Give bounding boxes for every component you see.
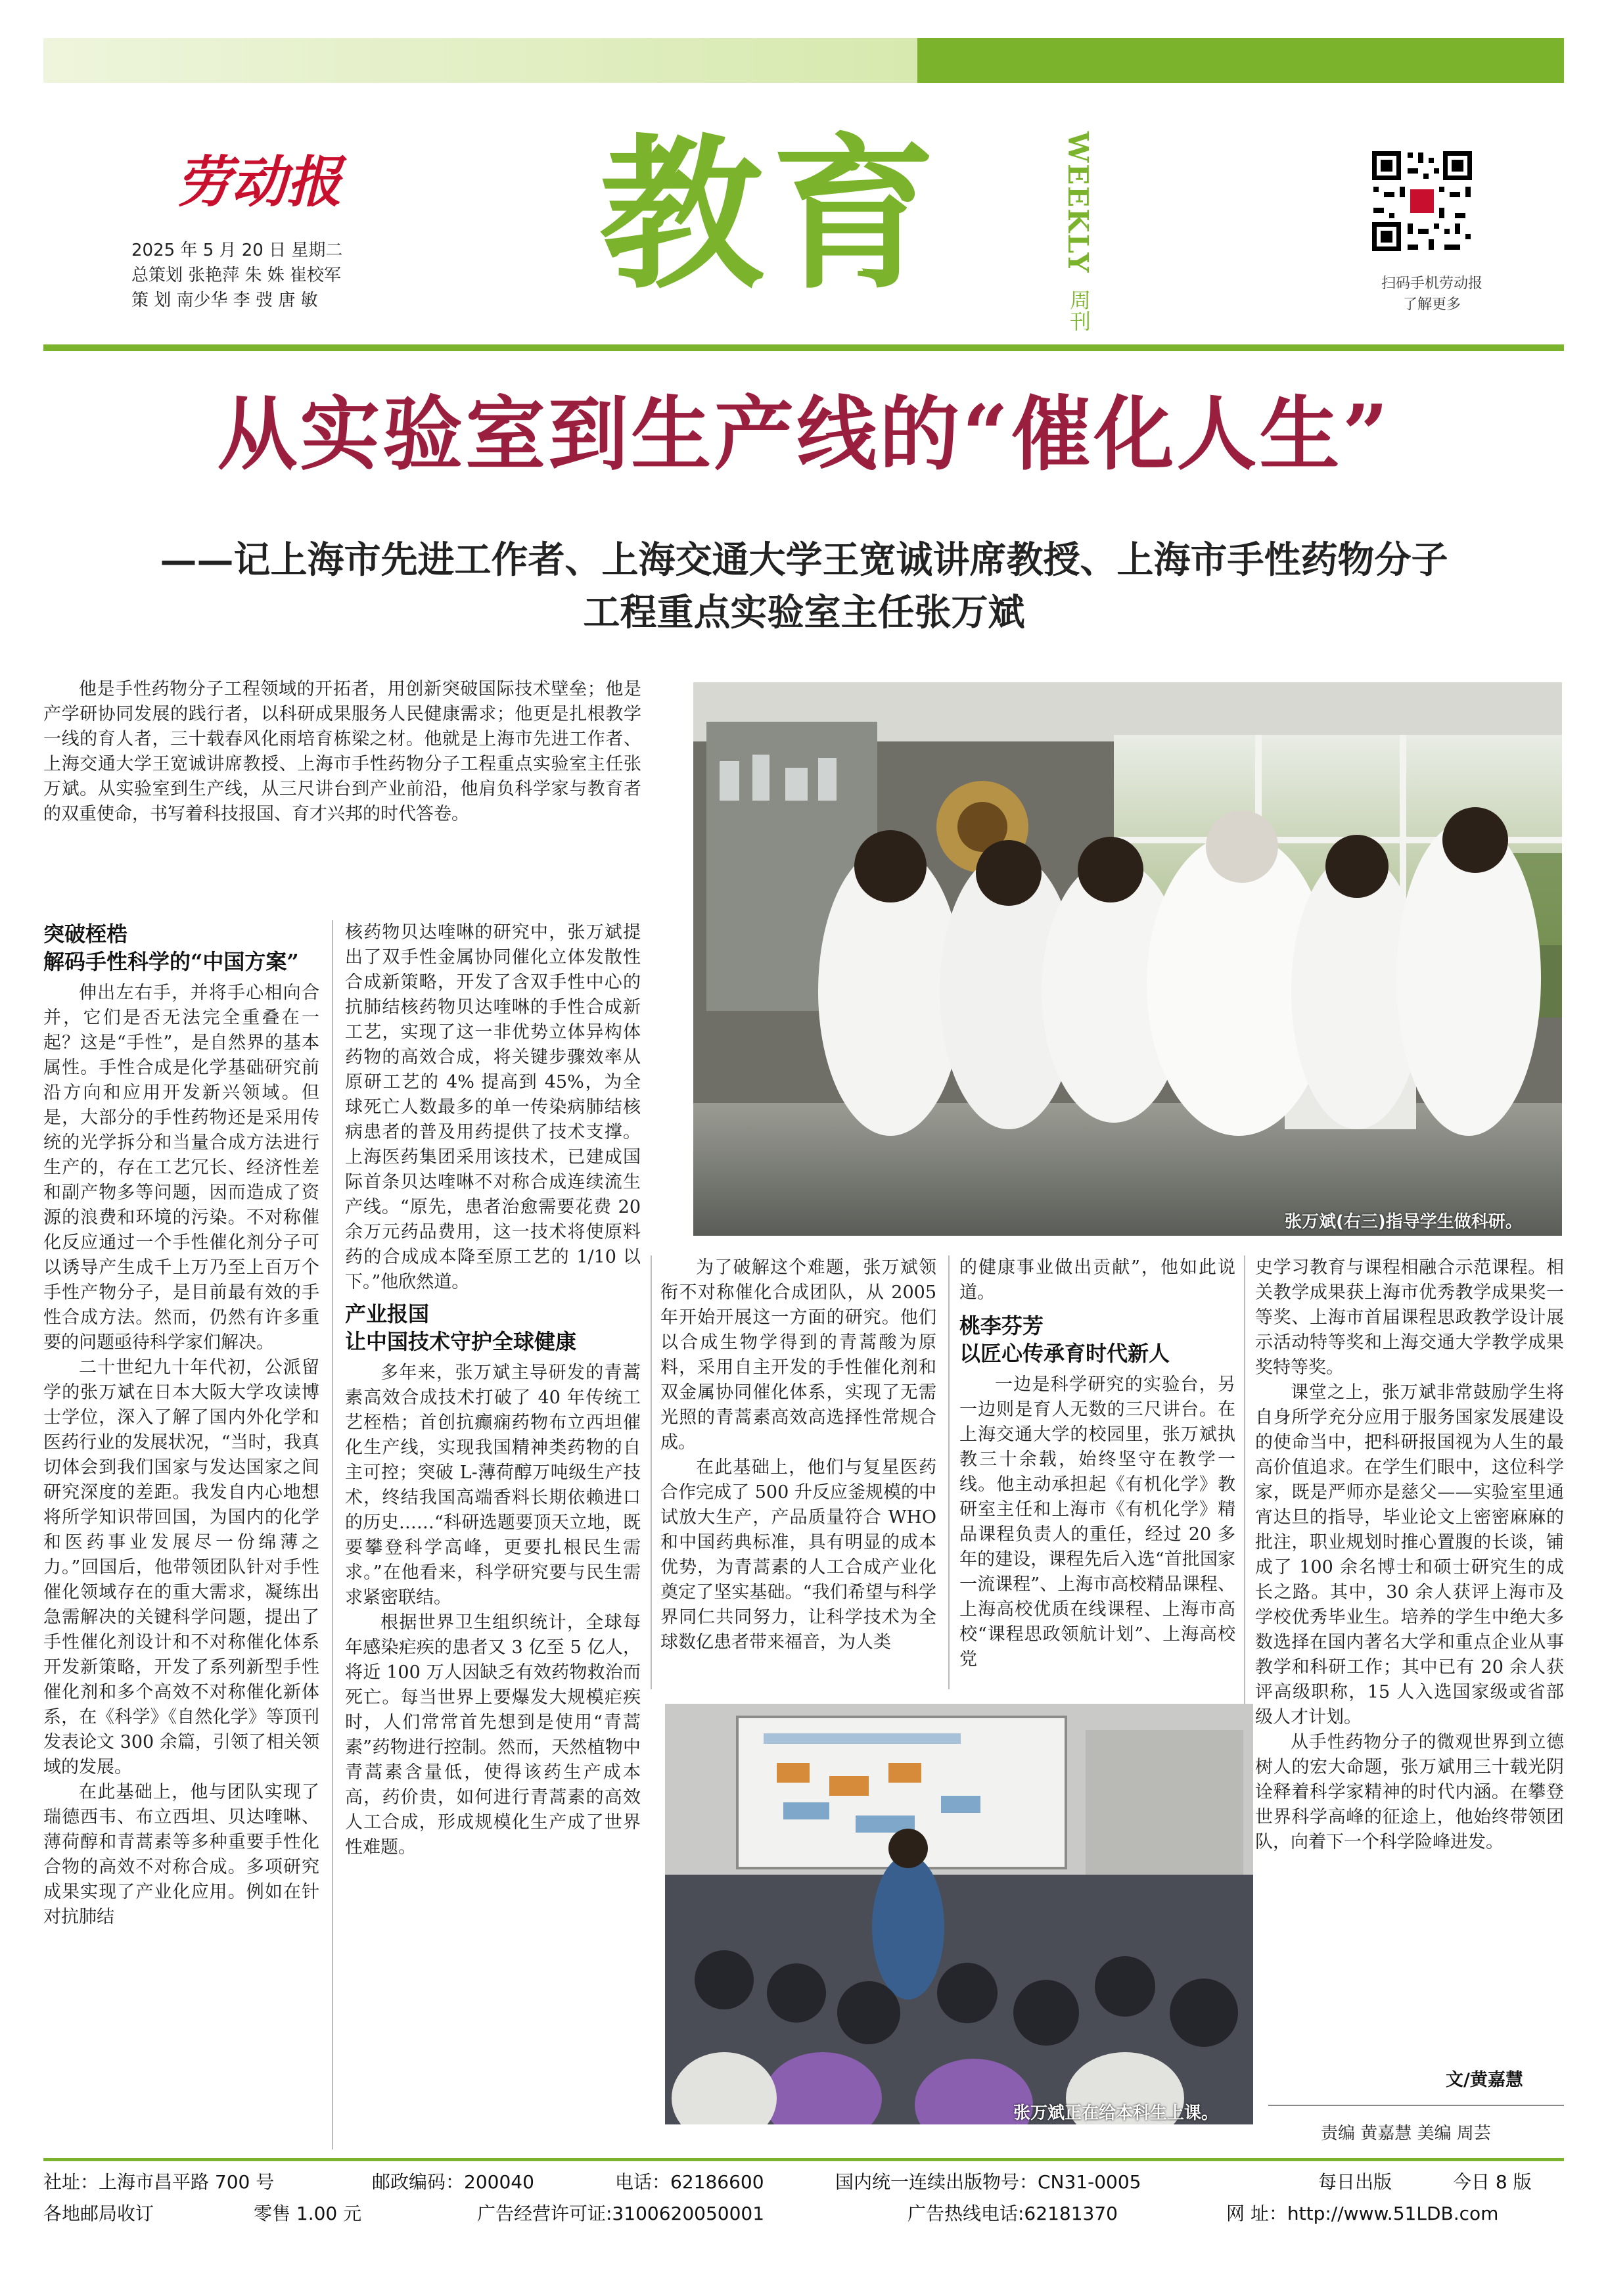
footer-address: 社址：上海市昌平路 700 号 xyxy=(43,2171,275,2193)
chief-planners: 总策划 张艳萍 朱 姝 崔校军 xyxy=(131,266,342,285)
paragraph: 为了破解这个难题，张万斌领衔不对称催化合成团队，从 2005 年开始开展这一方面的研究。他们以合成生物学得到的青蒿酸为原料，采用自主开发的手性催化剂和双金属协同催化体系，实现了无需光照的青蒿素高效高选择性常规合成。 xyxy=(660,1257,936,1453)
footer-daily: 每日出版 xyxy=(1318,2171,1392,2193)
editor-divider xyxy=(1268,2105,1564,2106)
column-5 xyxy=(1255,1255,1564,1855)
paragraph: 史学习教育与课程相融合示范课程。相关教学成果获上海市优秀教学成果奖一等奖、上海市首届课程思政教学设计展示活动特等奖和上海交通大学教学成果奖特等奖。 xyxy=(1255,1257,1564,1378)
byline: 文/黄嘉慧 xyxy=(1446,2070,1523,2090)
footer-postcode: 邮政编码：200040 xyxy=(372,2171,534,2193)
subhead-line2: 工程重点实验室主任张万斌 xyxy=(583,591,1025,634)
editors-credit: 责编 黄嘉慧 美编 周芸 xyxy=(1321,2124,1491,2144)
lab-photo-caption: 张万斌(右三)指导学生做科研。 xyxy=(1285,1212,1523,1232)
footer-retail: 零售 1.00 元 xyxy=(254,2203,362,2224)
section3-heading: 桃李芬芳 xyxy=(959,1313,1044,1338)
column-3 xyxy=(660,1255,936,1655)
paragraph: 的健康事业做出贡献”，他如此说道。 xyxy=(959,1257,1235,1303)
section2-heading: 产业报国 xyxy=(345,1301,430,1326)
column-4 xyxy=(959,1255,1235,1672)
footer-row-1 xyxy=(43,2168,1564,2194)
section1-subheading: 解码手性科学的“中国方案” xyxy=(43,949,299,974)
paper-logo-text: 劳动报 xyxy=(176,149,342,214)
paragraph: 在此基础上，他们与复星医药合作完成了 500 升反应釜规模的中试放大生产，产品质量符合 WHO 和中国药典标准，具有明显的成本优势，为青蒿素的人工合成产业化奠定了坚实基础。“我们希望与科学界同仁共同努力，让科学技术为全球数亿患者带来福音，为人类 xyxy=(660,1457,936,1652)
paragraph: 二十世纪九十年代初，公派留学的张万斌在日本大阪大学攻读博士学位，深入了解了国内外化学和医药行业的发展状况，“当时，我真切体会到我们国家与发达国家之间研究深度的差距。我发自内心地想将所学知识带回国，为国内的化学和医药事业发展尽一份绵薄之力。”回国后，他带领团队针对手性催化领域存在的重大需求，凝练出急需解决的关键科学问题，提出了手性催化剂设计和不对称催化体系开发新策略，开发了系列新型手性催化剂和多个高效不对称催化新体系，在《科学》《自然化学》等顶刊发表论文 300 余篇，引领了相关领域的发展。 xyxy=(43,1357,319,1777)
classroom-photo xyxy=(665,1704,1253,2124)
footer-divider xyxy=(43,2158,1564,2161)
classroom-photo-caption: 张万斌正在给本科生上课。 xyxy=(1013,2103,1219,2123)
qr-caption-line2: 了解更多 xyxy=(1402,296,1461,313)
article-intro xyxy=(43,677,641,827)
footer-phone: 电话：62186600 xyxy=(615,2171,764,2193)
section2-subheading: 让中国技术守护全球健康 xyxy=(345,1329,577,1354)
paragraph: 核药物贝达喹啉的研究中，张万斌提出了双手性金属协同催化立体发散性合成新策略，开发了含双手性中心的抗肺结核药物贝达喹啉的手性合成新工艺，实现了这一非优势立体异构体药物的高效合成，将关键步骤效率从原研工艺的 4% 提高到 45%，为全球死亡人数最多的单一传染病肺结核病患者的普及用药提供了技术支撑。上海医药集团采用该技术，已建成国际首条贝达喹啉不对称合成连续流生产线。“原先，患者治愈需要花费 20 余万元药品费用，这一技术将使原料药的合成成本降至原工艺的 1/10 以下。”他欣然道。 xyxy=(345,922,641,1292)
section-title: 教育 xyxy=(599,120,944,311)
qr-caption-line1: 扫码手机劳动报 xyxy=(1381,275,1482,292)
issue-date: 2025 年 5 月 20 日 星期二 xyxy=(131,241,343,260)
column-2 xyxy=(345,920,641,1860)
sponsor-bar xyxy=(43,38,1564,83)
paragraph: 一边是科学研究的实验台，另一边则是育人无数的三尺讲台。在上海交通大学的校园里，张万斌执教三十余载，始终坚守在教学一线。他主动承担起《有机化学》教研室主任和上海市《有机化学》精品课程负责人的重任，经过 20 多年的建设，课程先后入选“首批国家一流课程”、上海市高校精品课程、上海高校优质在线课程、上海市高校“课程思政领航计划”、上海高校党 xyxy=(959,1374,1235,1670)
footer-row-2 xyxy=(43,2199,1564,2226)
footer-ad-hotline: 广告热线电话:62181370 xyxy=(907,2203,1118,2224)
section3-subheading: 以匠心传承育时代新人 xyxy=(959,1341,1170,1366)
paragraph: 伸出左右手，并将手心相向合并，它们是否无法完全重叠在一起？这是“手性”，是自然界的基本属性。手性合成是化学基础研究前沿方向和应用开发新兴领域。但是，大部分的手性药物还是采用传统的光学拆分和当量合成方法进行生产的，存在工艺冗长、经济性差和副产物多等问题，因而造成了资源的浪费和环境的污染。不对称催化反应通过一个手性催化剂分子可以诱导产生成千上万乃至上百万个手性产物分子，是目前最有效的手性合成方法。然而，仍然有许多重要的问题亟待科学家们解决。 xyxy=(43,983,319,1353)
weekly-label: WEEKLY xyxy=(1062,131,1094,274)
column-1 xyxy=(43,920,319,1930)
article-subhead xyxy=(39,534,1569,639)
footer-subscription: 各地邮局收订 xyxy=(43,2203,154,2224)
issue-meta xyxy=(131,238,342,313)
footer-pages: 今日 8 版 xyxy=(1453,2171,1532,2193)
footer-website[interactable]: 网 址：http://www.51LDB.com xyxy=(1226,2203,1499,2224)
paragraph: 在此基础上，他与团队实现了瑞德西韦、布立西坦、贝达喹啉、薄荷醇和青蒿素等多种重要手性化合物的高效不对称合成。多项研究成果实现了产业化应用。例如在针对抗肺结 xyxy=(43,1782,319,1927)
paragraph: 从手性药物分子的微观世界到立德树人的宏大命题，张万斌用三十载光阴诠释着科学家精神的时代内涵。在攀登世界科学高峰的征途上，他始终带领团队，向着下一个科学险峰进发。 xyxy=(1255,1732,1564,1852)
column-divider xyxy=(651,1255,652,1689)
section1-heading: 突破桎梏 xyxy=(43,922,128,947)
sponsor-text: 中国教育工会上海市委员会 劳动报社联合主办 xyxy=(897,6,1472,38)
article-headline: 从实验室到生产线的“催化人生” xyxy=(217,387,1391,481)
paragraph: 根据世界卫生组织统计，全球每年感染疟疾的患者又 3 亿至 5 亿人，将近 100 万人因缺乏有效药物救治而死亡。每当世界上要爆发大规模疟疾时，人们常常首先想到是使用“青蒿素”药物进行控制。然而，天然植物中青蒿素含量低，使得该药生产成本高，药价贵，如何进行青蒿素的高效人工合成，形成规模化生产成了世界性难题。 xyxy=(345,1612,641,1858)
subhead-line1: ——记上海市先进工作者、上海交通大学王宽诚讲席教授、上海市手性药物分子 xyxy=(160,538,1448,582)
column-divider xyxy=(948,1255,950,1689)
paragraph: 多年来，张万斌主导研发的青蒿素高效合成技术打破了 40 年传统工艺桎梏；首创抗癫痫药物布立西坦催化生产线，实现我国精神类药物的自主可控；突破 L-薄荷醇万吨级生产技术，终结我国高端香料长期依赖进口的历史……“科研选题要顶天立地，既要攀登科学高峰，更要扎根民生需求。”在他看来，科学研究要与民生需求紧密联结。 xyxy=(345,1363,641,1608)
qr-caption xyxy=(1363,273,1501,316)
paragraph: 课堂之上，张万斌非常鼓励学生将自身所学充分应用于服务国家发展建设的使命当中，把科研报国视为人生的最高价值追求。在学生们眼中，这位科学家，既是严师亦是慈父——实验室里通宵达旦的指导，毕业论文上密密麻麻的批注，职业规划时推心置腹的长谈，铺成了 100 余名博士和硕士研究生的成长之路。其中，30 余人获评上海市及学校优秀毕业生。培养的学生中绝大多数选择在国内著名大学和重点企业从事教学和科研工作；其中已有 20 余人获评高级职称，15 人入选国家级或省部级人才计划。 xyxy=(1255,1382,1564,1727)
intro-paragraph: 他是手性药物分子工程领域的开拓者，用创新突破国际技术壁垒；他是产学研协同发展的践行者，以科研成果服务人民健康需求；他更是扎根教学一线的育人者，三十载春风化雨培育栋梁之材。他就是上海市先进工作者、上海交通大学王宽诚讲席教授、上海市手性药物分子工程重点实验室主任张万斌。从实验室到生产线，从三尺讲台到产业前沿，他肩负科学家与教育者的双重使命，书写着科技报国、育才兴邦的时代答卷。 xyxy=(43,679,641,824)
qr-code-icon[interactable] xyxy=(1369,149,1475,254)
footer-cn-number: 国内统一连续出版物号：CN31-0005 xyxy=(835,2171,1141,2193)
lab-photo xyxy=(693,682,1562,1236)
paper-logo xyxy=(176,145,347,217)
planners: 策 划 南少华 李 弢 唐 敏 xyxy=(131,291,318,310)
zhoukan-label: 周刊 xyxy=(1067,289,1091,331)
column-divider xyxy=(332,920,333,2149)
masthead-divider xyxy=(43,344,1564,351)
footer-ad-license: 广告经营许可证:3100620050001 xyxy=(477,2203,765,2224)
